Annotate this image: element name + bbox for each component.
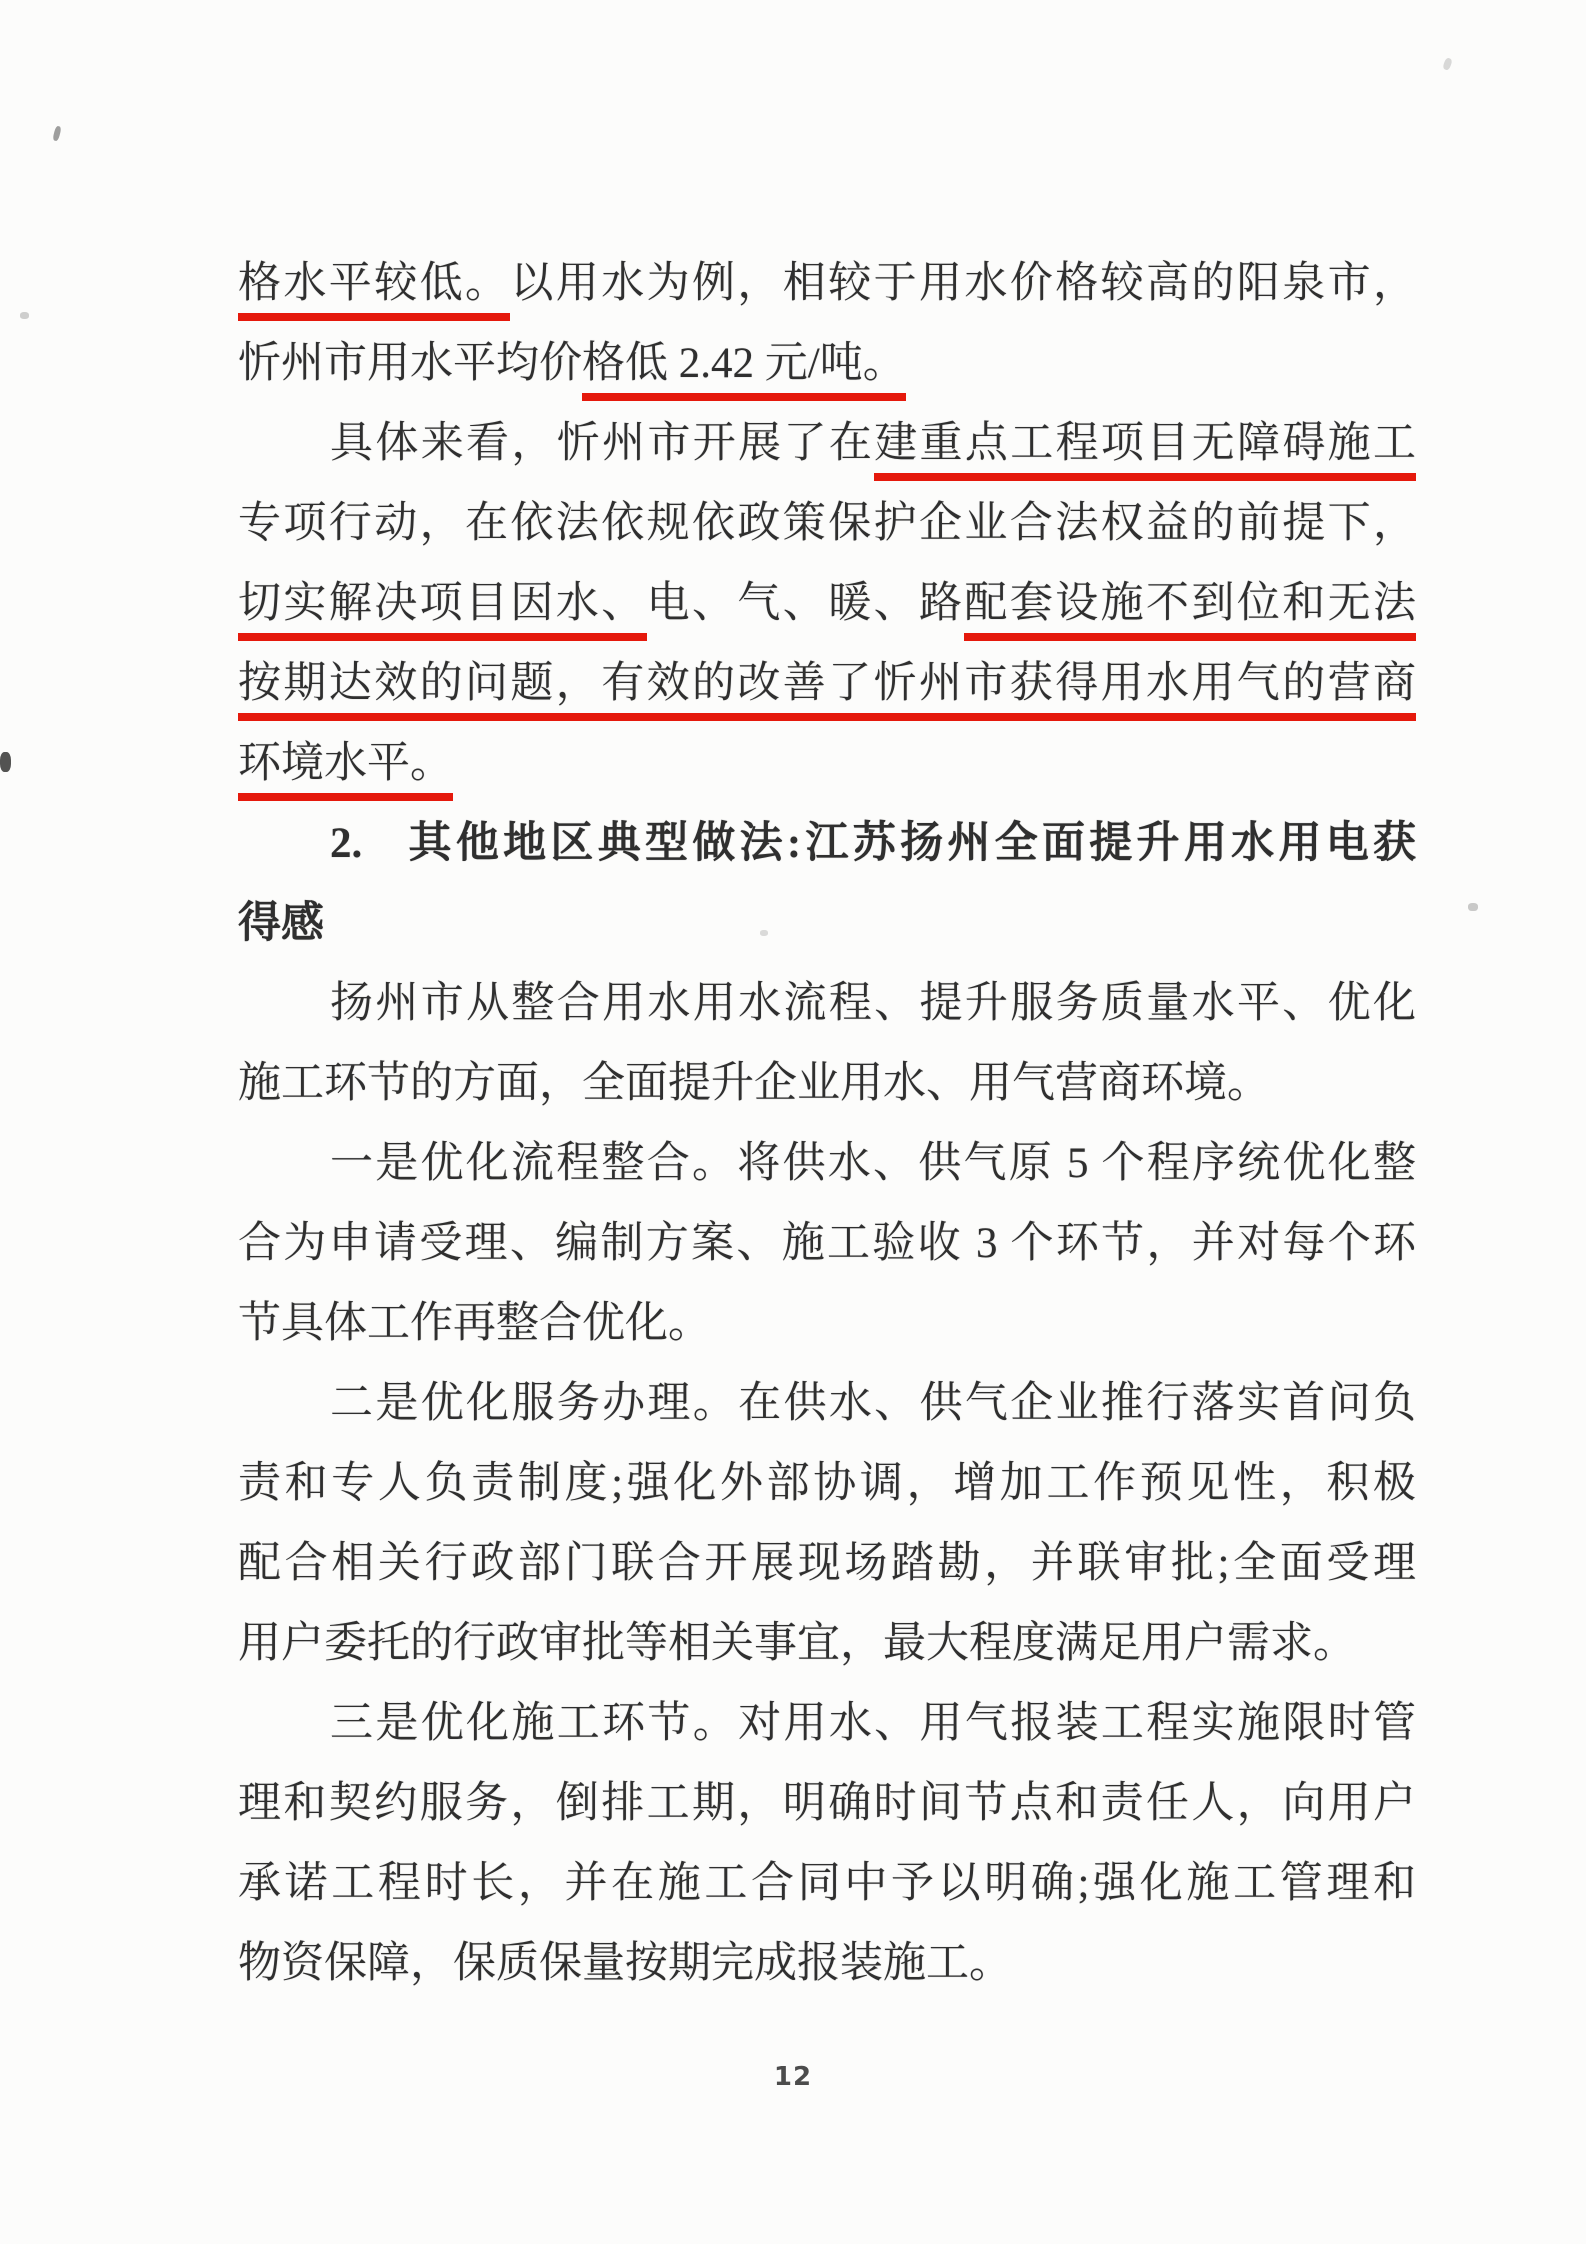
text-line [238,1444,1416,1524]
text-line [238,1844,1416,1924]
section-title: 得感 [238,900,324,947]
underlined-text: 格水平较低。 [238,260,510,321]
text-segment: 具体来看，忻州市开展了在 [330,420,875,467]
text-segment: 专项行动，在依法依规依政策保护企业合法权益的前提下， [238,500,1416,547]
text-segment: 三是优化施工环节。对用水、用气报装工程实施限时管 [330,1700,1416,1747]
section-title: 其他地区典型做法:江苏扬州全面提升用水用电获 [404,820,1416,867]
scan-artifact [1442,57,1453,71]
text-line [238,1044,1416,1124]
scan-artifact [0,752,11,772]
text-line [238,1924,1416,2004]
text-segment: 用户委托的行政审批等相关事宜，最大程度满足用户需求。 [238,1620,1356,1667]
underlined-text: 切实解决项目因水、 [238,580,647,641]
underlined-text: 按期达效的问题， [238,660,601,721]
text-line [238,1604,1416,1684]
text-segment: 节具体工作再整合优化。 [238,1300,711,1347]
text-segment: 理和契约服务，倒排工期，明确时间节点和责任人，向用户 [238,1780,1416,1827]
text-segment: 扬州市从整合用水用水流程、提升服务质量水平、优化 [330,980,1416,1027]
scan-artifact [20,312,29,319]
text-line [238,404,1416,484]
text-line [238,644,1416,724]
section-heading-line [238,804,1416,884]
text-line [238,724,1416,804]
text-segment: 合为申请受理、编制方案、施工验收 3 个环节，并对每个环 [238,1220,1416,1267]
section-heading-line [238,884,1416,964]
text-line [238,1764,1416,1844]
text-line [238,1364,1416,1444]
text-line [238,324,1416,404]
text-segment: 一是优化流程整合。将供水、供气原 5 个程序统优化整 [330,1140,1416,1187]
scan-artifact [52,125,61,141]
text-segment: 施工环节的方面，全面提升企业用水、用气营商环境。 [238,1060,1270,1107]
text-line [238,1284,1416,1364]
scan-artifact [760,930,768,936]
text-line [238,1204,1416,1284]
underlined-text: 配套设施不到位和无法 [964,580,1416,641]
text-segment: 承诺工程时长，并在施工合同中予以明确;强化施工管理和 [238,1860,1416,1907]
page-number: 12 [773,2062,813,2092]
text-line [238,484,1416,564]
text-segment: 二是优化服务办理。在供水、供气企业推行落实首问负 [330,1380,1416,1427]
text-line [238,1524,1416,1604]
section-number: 2. [330,820,363,867]
underlined-text: 格低 2.42 元/吨。 [582,340,906,401]
underlined-text: 建重点工程项目无障碍施工 [874,420,1416,481]
text-segment: 电、气、暖、路 [646,580,965,627]
text-segment: 以用水为例，相较于用水价格较高的阳泉市， [510,260,1417,307]
text-line [238,564,1416,644]
text-segment: 配合相关行政部门联合开展现场踏勘，并联审批;全面受理 [238,1540,1416,1587]
underlined-text: 有效的改善了忻州市获得用水用气的营商 [601,660,1416,721]
scan-artifact [1468,903,1478,911]
text-line [238,964,1416,1044]
text-segment: 责和专人负责制度;强化外部协调，增加工作预见性，积极 [238,1460,1416,1507]
text-line [238,244,1416,324]
text-line [238,1684,1416,1764]
text-line [238,1124,1416,1204]
text-segment: 忻州市用水平均价 [238,340,582,387]
text-segment: 物资保障，保质保量按期完成报装施工。 [238,1940,1012,1987]
underlined-text: 环境水平。 [238,740,453,801]
document-text-block [238,244,1416,2004]
